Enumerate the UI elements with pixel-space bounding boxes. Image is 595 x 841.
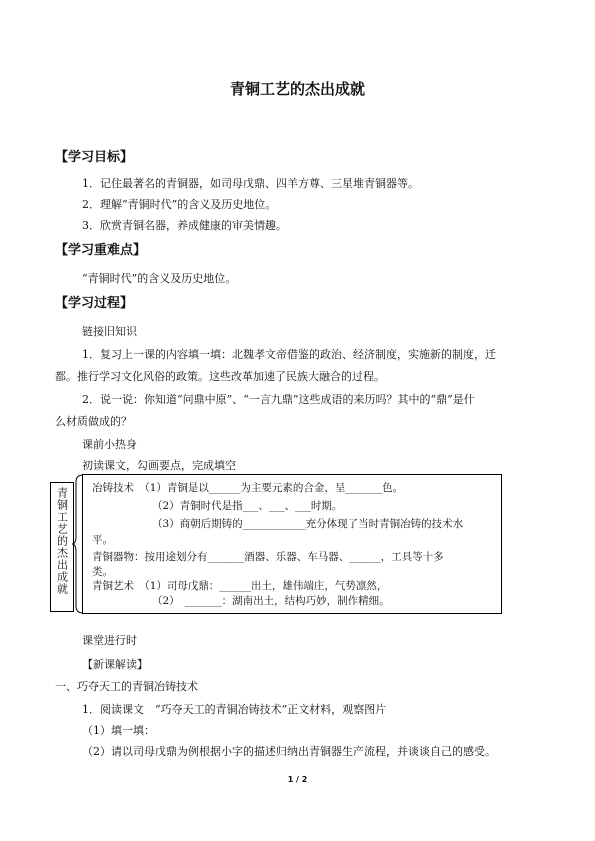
- box-row-bronze-age: （2）青铜时代是指___、___、___时期。: [152, 500, 343, 512]
- new-lesson-label: 【新课解读】: [82, 658, 148, 671]
- goal-item-1: 1．记住最著名的青铜器，如司母戊鼎、四羊方尊、三星堆青铜器等。: [82, 177, 419, 190]
- goals-heading: 【学习目标】: [55, 150, 134, 165]
- side-label: 青铜工艺的杰出成就: [55, 487, 69, 595]
- fill-instruction: （1）填一填：: [82, 724, 155, 737]
- goal-item-3: 3．欣赏青铜名器，养成健康的审美情趣。: [82, 219, 287, 232]
- key-points-heading: 【学习重难点】: [55, 243, 147, 258]
- box-row-shang: （3）商朝后期铸的____________充分体现了当时青铜冶铸的技术水: [152, 518, 464, 530]
- warmup-instruction: 初读课文，勾画要点，完成填空: [82, 459, 236, 472]
- key-points-text: “青铜时代”的含义及历史地位。: [82, 272, 237, 285]
- box-row-shang-continued: 平。: [92, 534, 113, 546]
- class-label: 课堂进行时: [82, 634, 137, 647]
- process-heading: 【学习过程】: [55, 296, 134, 311]
- read-instruction: 1．阅读课文 “巧夺天工的青铜冶铸技术”正文材料，观察图片: [82, 703, 387, 716]
- review-1-line-2: 都。推行学习文化风俗的政策。这些改革加速了民族大融合的过程。: [55, 370, 385, 383]
- review-2-line-1: 2．说一说：你知道“问鼎中原”、“一言九鼎”这些成语的来历吗？其中的“鼎”是什: [82, 393, 475, 406]
- section-one-heading: 一、巧夺天工的青铜冶铸技术: [55, 680, 198, 693]
- goal-item-2: 2．理解“青铜时代”的含义及历史地位。: [82, 198, 277, 211]
- review-2-line-2: 么材质做成的？: [55, 415, 132, 428]
- box-row-art-2: （2） _______：湖南出土，结构巧妙，制作精细。: [152, 595, 390, 607]
- page-title: 青铜工艺的杰出成就: [229, 80, 365, 98]
- review-label: 链接旧知识: [82, 325, 137, 338]
- review-1-line-1: 1．复习上一课的内容填一填：北魏孝文帝借鉴的政治、经济制度，实施新的制度，迁: [82, 348, 496, 361]
- box-row-casting: 冶铸技术 （1）青铜是以______为主要元素的合金，呈_______色。: [92, 482, 404, 494]
- box-row-art-1: 青铜艺术 （1）司母戊鼎：______出土，雄伟端庄，气势凛然，: [92, 580, 388, 592]
- box-row-vessels-continued: 类。: [92, 566, 113, 578]
- warmup-label: 课前小热身: [82, 438, 137, 451]
- box-row-vessels: 青铜器物：按用途划分有_______酒器、乐器、车马器、______，工具等十多: [92, 551, 444, 563]
- summary-instruction: （2）请以司母戊鼎为例根据小字的描述归纳出青铜器生产流程，并谈谈自己的感受。: [82, 745, 496, 758]
- page-number: 1 / 2: [287, 775, 308, 784]
- side-label-box: [50, 482, 74, 612]
